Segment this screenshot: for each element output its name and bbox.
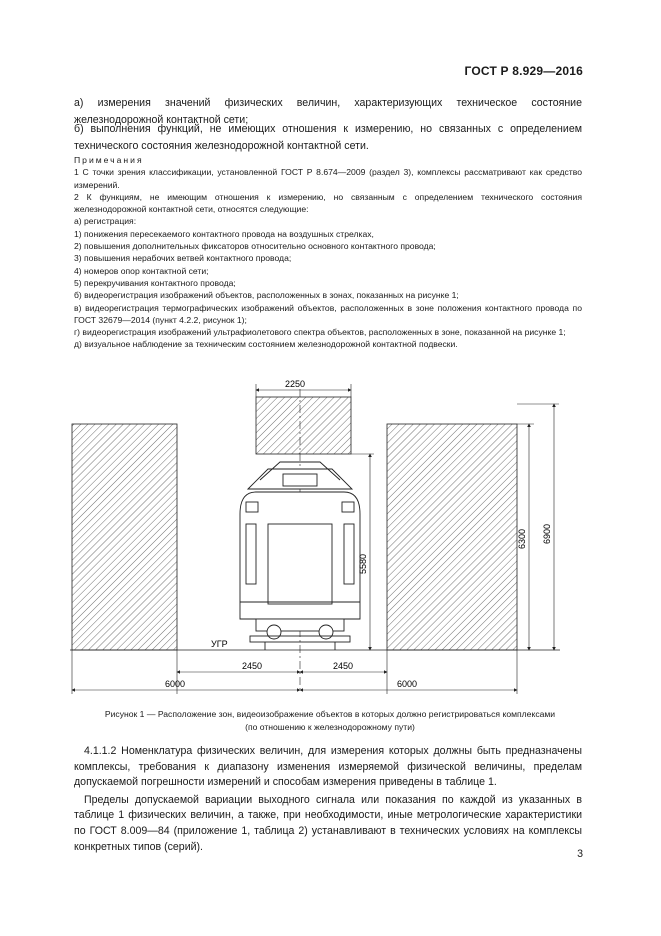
caption-line-2: (по отношению к железнодорожному пути) [245,722,415,732]
zones-diagram [60,374,580,704]
dim-left-2450-label: 2450 [241,661,263,671]
note-item: г) видеорегистрация изображений ультрафиолетового спектра объектов, расположенных в зоне, показанной на рисунке 1; [74,327,566,338]
ugr-label: УГР [211,639,228,649]
note-item: б) видеорегистрация изображений объектов, расположенных в зонах, показанных на рисунке 1; [74,290,459,301]
note-item: 5) перекручивания контактного провода; [74,277,236,288]
right-zone [387,424,517,650]
left-zone [72,424,177,650]
note-item: 4) номеров опор контактной сети; [74,265,209,276]
top-zone [256,397,351,454]
note-item: 2) повышения дополнительных фиксаторов относительно основного контактного провода; [74,241,436,252]
intro-item-b: б) выполнения функций, не имеющих отношения к измерению, но связанных с определением технического состояния железнодорожной контактной сети. [74,123,582,152]
dim-left-6000-label: 6000 [164,679,186,689]
intro-item-a: а) измерения значений физических величин, характеризующих техническое состояние железнодорожной контактной сети; [74,97,582,126]
figure-1 [60,374,580,709]
note-item: д) визуальное наблюдение за техническим состоянием железнодорожной контактной подвески. [74,339,458,350]
standard-header: ГОСТ Р 8.929—2016 [464,64,583,78]
figure-caption [40,708,620,734]
dim-5580-label: 5580 [358,553,368,575]
note-item: 1) понижения пересекаемого контактного провода на воздушных стрелках, [74,228,374,239]
dim-2250-label: 2250 [284,379,306,389]
notes-title: Примечания [74,155,144,165]
page-number: 3 [577,848,583,860]
dim-6300-label: 6300 [517,528,527,550]
body-text [74,744,582,855]
dim-right-2450-label: 2450 [332,661,354,671]
caption-line-1: Рисунок 1 — Расположение зон, видеоизображение объектов в которых должно регистрироваться комплексами [104,709,556,719]
note-2: 2 К функциям, не имеющим отношения к измерению, но связанным с определением технического состояния железнодорожной контактной сети, относятся следующие: [74,191,582,215]
body-paragraph-2: Пределы допускаемой вариации выходного сигнала или показания по каждой из указанных в таблице 1 физических величин, а также, при необходимости, иные метрологические характеристики по ГОСТ 8.009—84 (приложение 1, таблица 2) устанавливают в технических условиях на комплексы конкретных типов (серий). [74,793,582,853]
notes-block [74,154,582,351]
dim-right-6000-label: 6000 [396,679,418,689]
note-item: в) видеорегистрация термографических изображений объектов, расположенных в зоне положения контактного провода по ГОСТ 32679—2014 (пункт 4.2.2, рисунок 1); [74,302,582,325]
note-item: 3) повышения нерабочих ветвей контактного провода; [74,253,292,264]
note-item: а) регистрация: [74,216,137,227]
body-paragraph-1: 4.1.1.2 Номенклатура физических величин, для измерения которых должны быть предназначены комплексы, требования к диапазону изменения измеряемой физической величины, пределам допускаемой погрешности измерений и способам измерения приведены в таблице 1. [74,745,582,789]
dim-6900-label: 6900 [542,523,552,545]
note-1: 1 С точки зрения классификации, установленной ГОСТ Р 8.674—2009 (раздел 3), комплексы рассматривают как средство измерений. [74,167,582,190]
